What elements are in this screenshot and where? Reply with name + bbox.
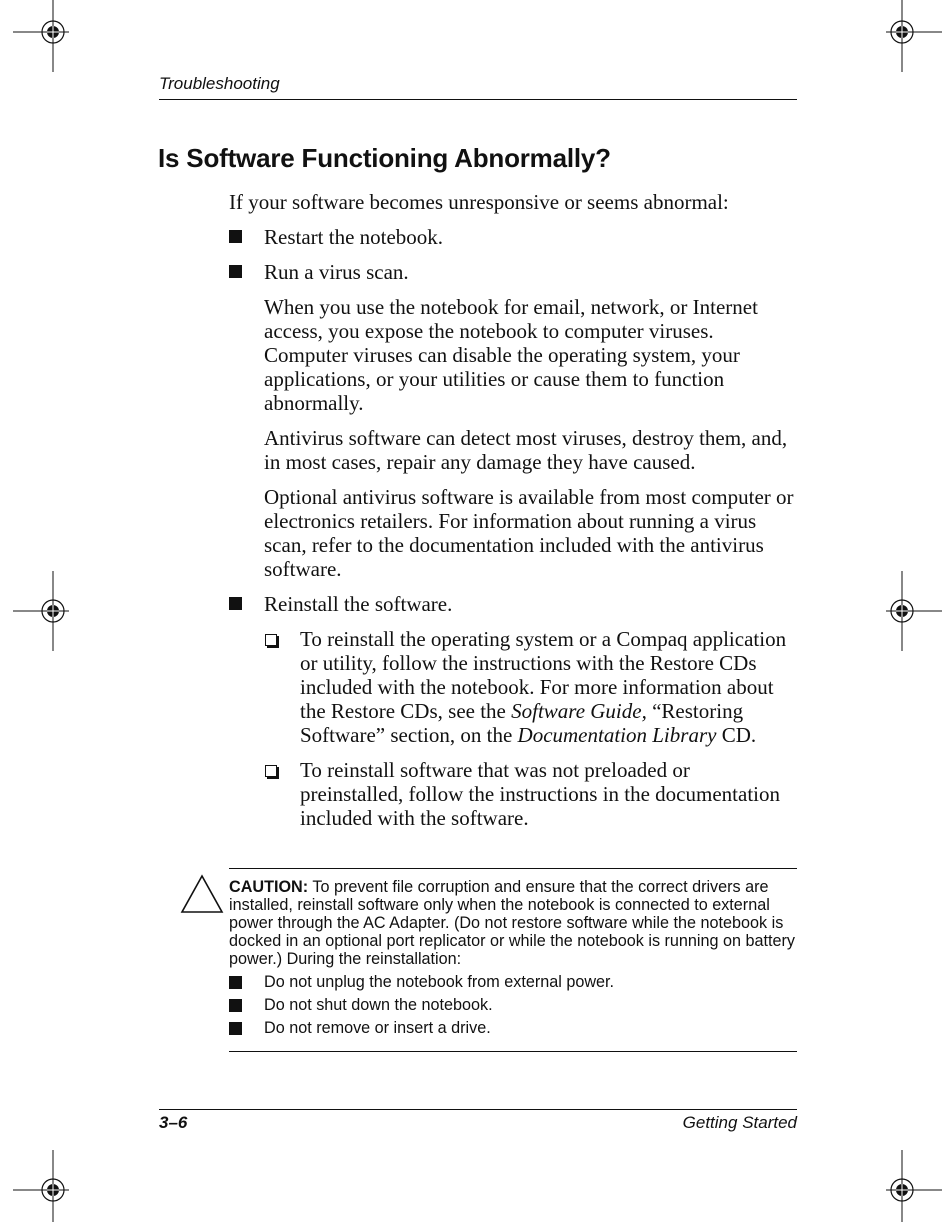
caution-bottom-rule: [229, 1051, 797, 1052]
main-content: [229, 190, 797, 841]
caution-block: [229, 878, 797, 1037]
reinstall-os-text-3: CD.: [716, 723, 757, 747]
square-bullet-icon: [229, 230, 242, 243]
header-rule: [159, 99, 797, 100]
reinstall-os-text-2: “Restoring Software” section, on the: [300, 699, 744, 747]
bullet-reinstall: [229, 592, 797, 616]
book-title: Getting Started: [682, 1113, 797, 1132]
registration-mark-bottom-right: [862, 1150, 942, 1230]
registration-mark-top-right: [862, 0, 942, 72]
registration-mark-middle-left: [13, 571, 93, 651]
bullet-reinstall-text: Reinstall the software.: [264, 592, 453, 616]
square-bullet-icon: [229, 265, 242, 278]
caution-item-text: Do not shut down the notebook.: [264, 996, 493, 1014]
virus-paragraph-2: Antivirus software can detect most viruses, destroy them, and, in most cases, repair any damage they have caused.: [264, 426, 788, 474]
caution-triangle-icon: [180, 874, 224, 914]
reinstall-os-text-1: To reinstall the operating system or a Compaq application or utility, follow the instructions with the Restore CDs included with the notebook. For more information about the Restore CDs, see the: [300, 627, 787, 723]
square-bullet-icon: [229, 1022, 242, 1035]
intro-text: If your software becomes unresponsive or seems abnormal:: [229, 190, 729, 214]
bullet-restart: [229, 225, 797, 249]
sub-bullet-reinstall-other: [229, 758, 797, 830]
running-header: Troubleshooting: [159, 74, 280, 93]
virus-paragraph-3: Optional antivirus software is available from most computer or electronics retailers. For information about running a virus scan, refer to the documentation included with the antivirus software.: [264, 485, 794, 581]
caution-item: [229, 996, 797, 1014]
sub-bullet-reinstall-os: [229, 627, 797, 747]
square-bullet-icon: [229, 976, 242, 989]
caution-item-text: Do not remove or insert a drive.: [264, 1019, 491, 1037]
registration-mark-top-left: [13, 0, 93, 72]
caution-item: [229, 973, 797, 991]
checkbox-bullet-icon: [265, 634, 277, 646]
square-bullet-icon: [229, 999, 242, 1012]
caution-item-text: Do not unplug the notebook from external power.: [264, 973, 615, 991]
checkbox-bullet-icon: [265, 765, 277, 777]
page-number: 3–6: [159, 1113, 188, 1132]
virus-paragraph-1: When you use the notebook for email, network, or Internet access, you expose the notebook to computer viruses. Computer viruses can disable the operating system, your applications, or your utilities or cause them to function abnormally.: [264, 295, 758, 415]
registration-mark-bottom-left: [13, 1150, 93, 1230]
page-title: Is Software Functioning Abnormally?: [158, 143, 611, 173]
documentation-library-title: Documentation Library: [517, 723, 717, 747]
registration-mark-middle-right: [862, 571, 942, 651]
reinstall-other-text: To reinstall software that was not preloaded or preinstalled, follow the instructions in the documentation included with the software.: [300, 758, 780, 830]
square-bullet-icon: [229, 597, 242, 610]
caution-text: To prevent file corruption and ensure that the correct drivers are installed, reinstall software only when the notebook is connected to external power through the AC Adapter. (Do not restore software while the notebook is docked in an optional port replicator or while the notebook is running on battery power.) During the reinstallation:: [229, 878, 796, 968]
caution-top-rule: [229, 868, 797, 869]
bullet-restart-text: Restart the notebook.: [264, 225, 444, 249]
bullet-virus-scan-text: Run a virus scan.: [264, 260, 409, 284]
software-guide-title: Software Guide,: [511, 699, 647, 723]
caution-label: CAUTION:: [229, 878, 309, 896]
footer-rule: [159, 1109, 797, 1110]
bullet-virus-scan: [229, 260, 797, 284]
caution-paragraph: [229, 878, 797, 968]
caution-item: [229, 1019, 797, 1037]
